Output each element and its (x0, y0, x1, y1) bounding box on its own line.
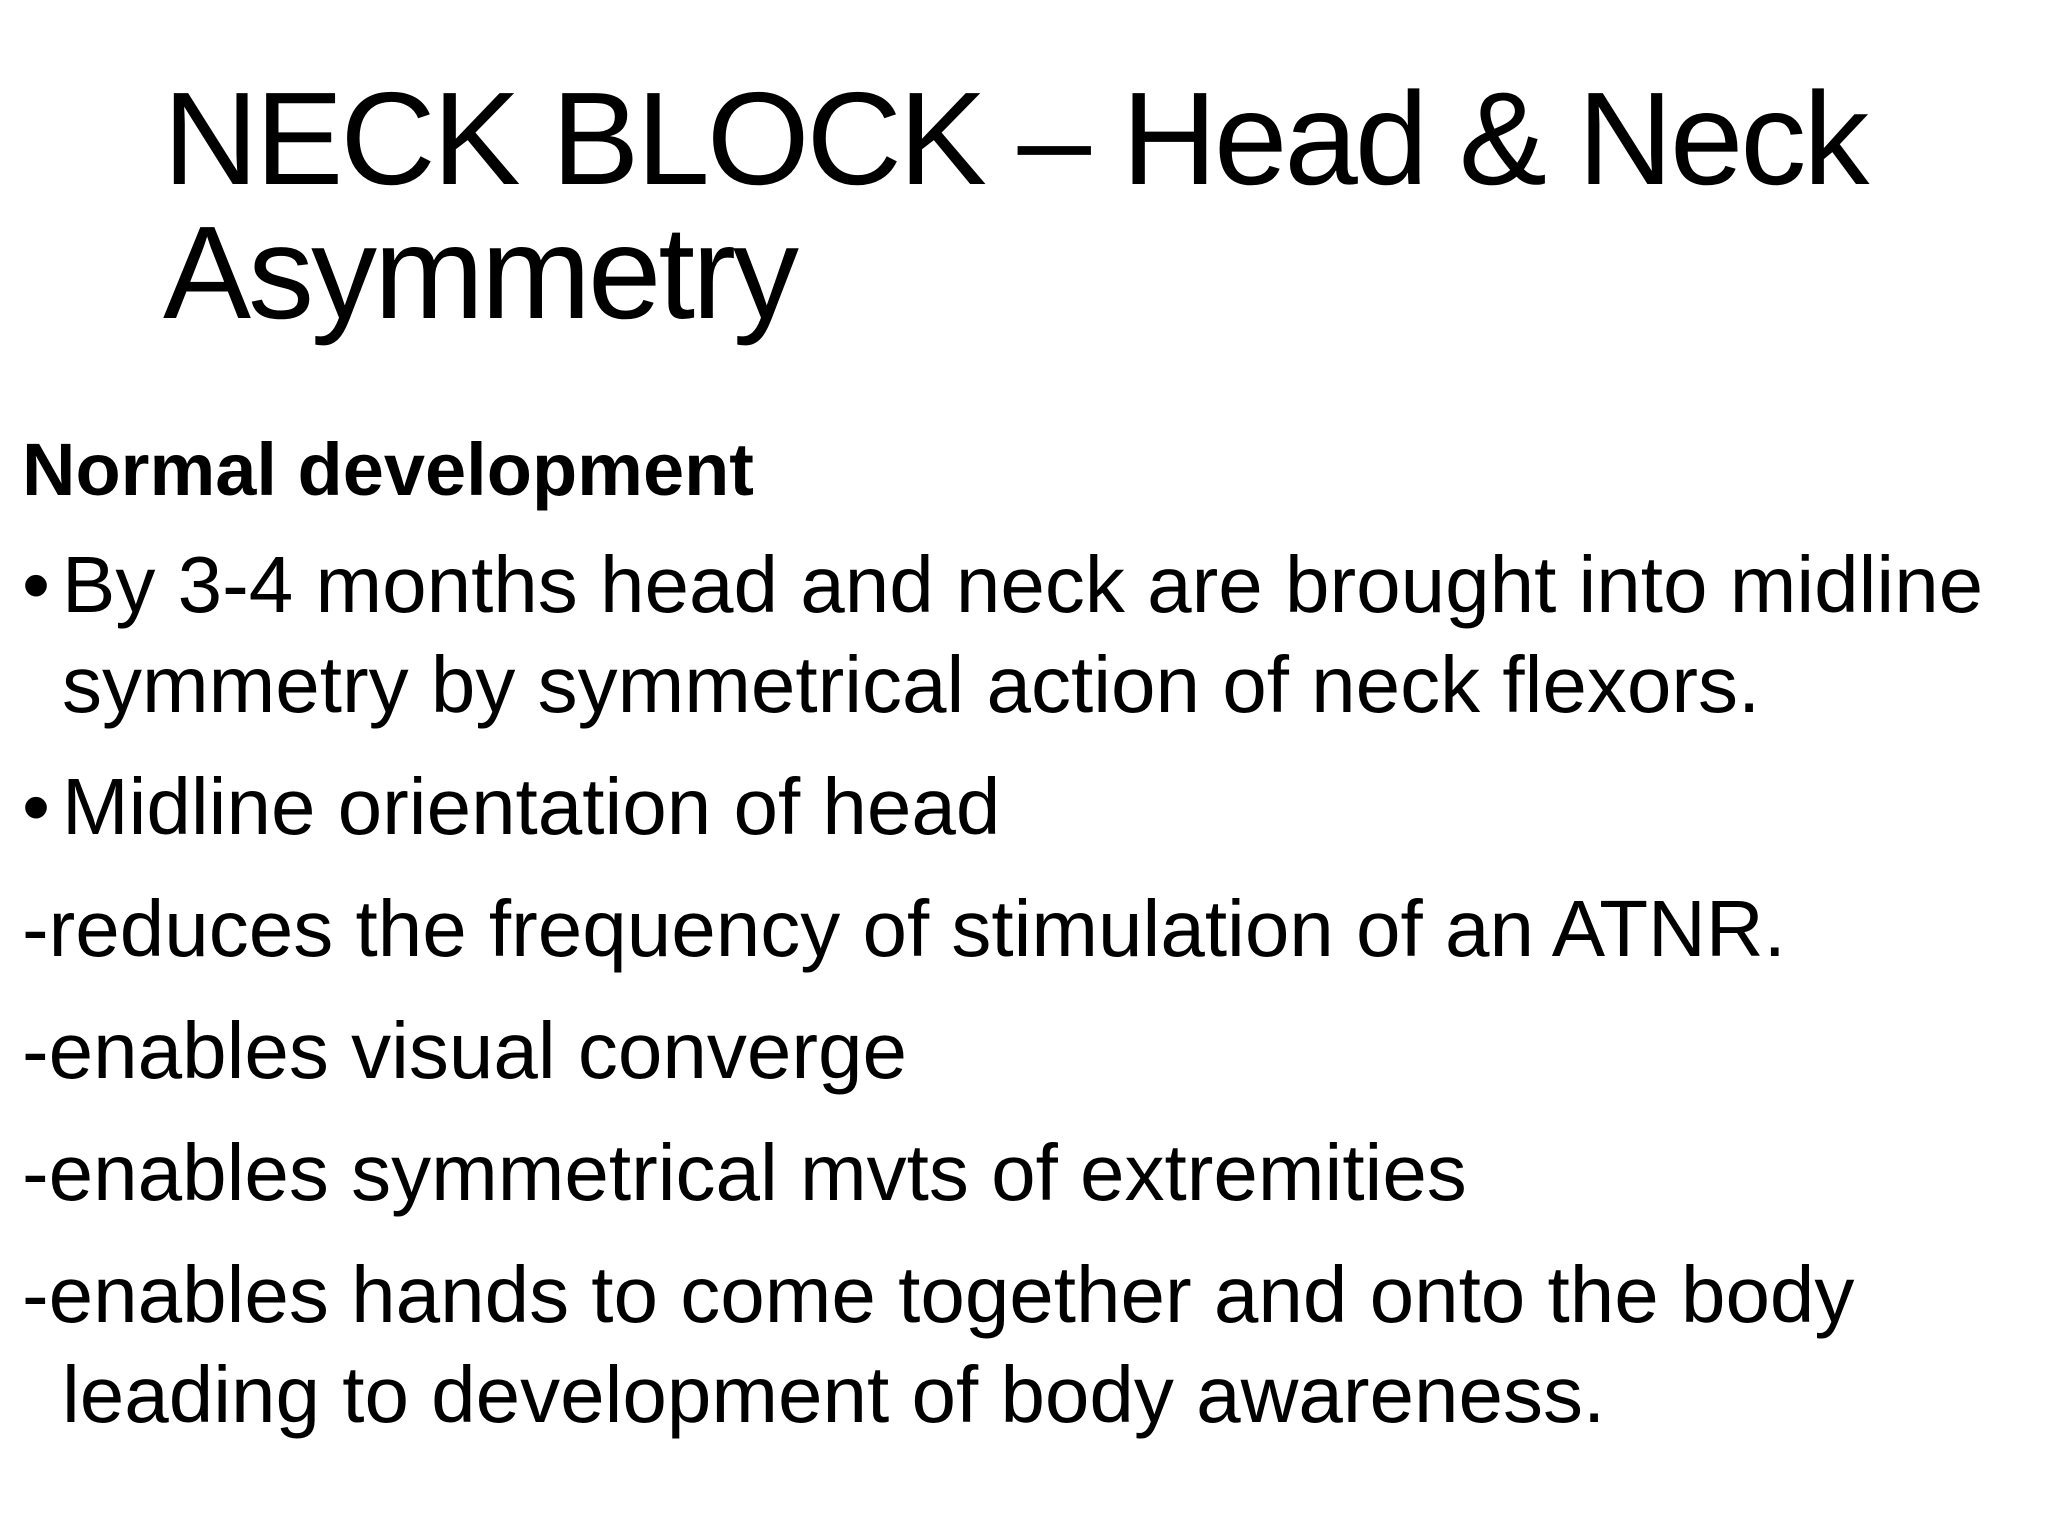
slide-title: NECK BLOCK – Head & Neck Asymmetry (163, 65, 1867, 346)
sub-point: -enables hands to come together and onto the body leading to development of body awareness. (22, 1250, 1855, 1439)
bullet-text: Midline orientation of head (62, 762, 1001, 851)
sub-point: -enables visual converge (22, 1006, 907, 1095)
bullet-text: By 3-4 months head and neck are brought into midline symmetry by symmetrical action of neck flexors. (62, 540, 1984, 729)
slide-content (22, 425, 2022, 1467)
bullet-item (22, 535, 2022, 735)
sub-point: -enables symmetrical mvts of extremities (22, 1128, 1467, 1217)
sub-point: -reduces the frequency of stimulation of an ATNR. (22, 884, 1786, 973)
bullet-dot-icon: • (22, 762, 51, 851)
bullet-item (22, 757, 2022, 857)
bullet-dot-icon: • (22, 540, 51, 629)
section-heading: Normal development (22, 428, 754, 511)
